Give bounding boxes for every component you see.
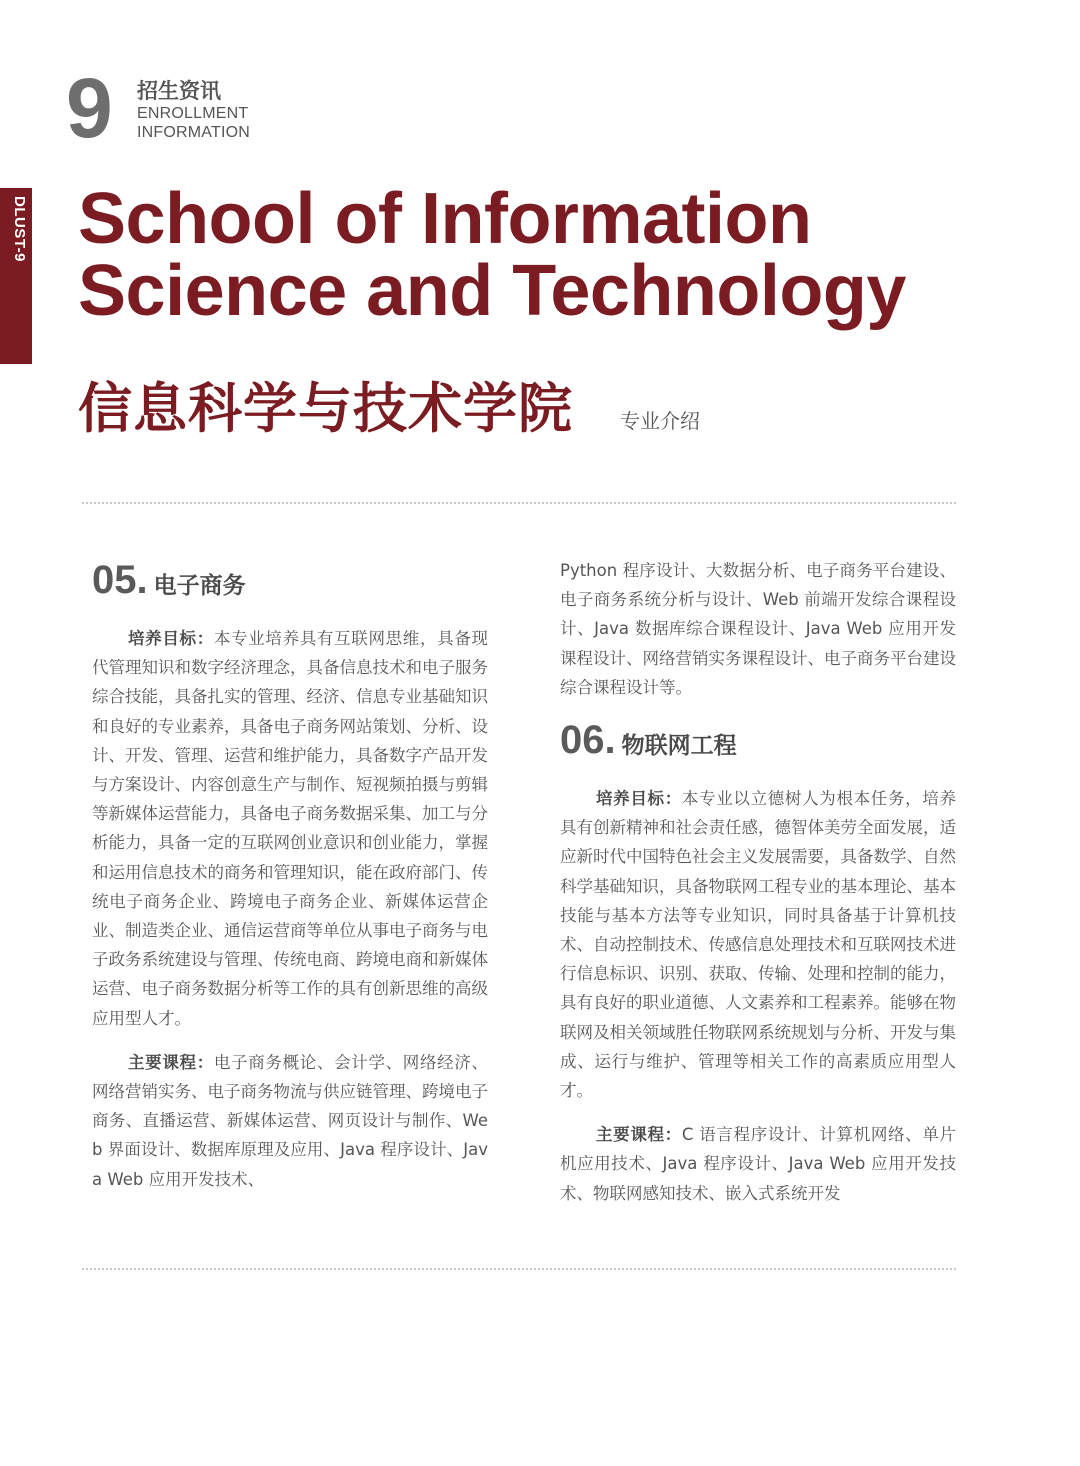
main-courses-paragraph [560,1120,956,1208]
training-goal-paragraph [92,624,488,1033]
side-tab [0,188,32,364]
training-goal-label: 培养目标： [596,789,682,809]
chapter-title-cn: 招生资讯 [137,79,221,103]
page-title-cn: 信息科学与技术学院 [78,377,573,440]
page-subtitle: 专业介绍 [620,409,700,433]
training-goal-text: 本专业培养具有互联网思维，具备现代管理知识和数字经济理念，具备信息技术和电子服务综合技能，具备扎实的管理、经济、信息专业基础知识和良好的专业素养，具备电子商务网站策划、分析、设计、开发、管理、运营和维护能力，具备数字产品开发与方案设计、内容创意生产与制作、短视频拍摄与剪辑等新媒体运营能力，具备电子商务数据采集、加工与分析能力，具备一定的互联网创业意识和创业能力，掌握和运用信息技术的商务和管理知识，能在政府部门、传统电子商务企业、跨境电子商务企业、新媒体运营企业、制造类企业、通信运营商等单位从事电子商务与电子政务系统建设与管理、传统电商、跨境电商和新媒体运营、电子商务数据分析等工作的具有创新思维的高级应用型人才。 [92,629,489,1028]
chapter-header [137,78,250,142]
section-heading-06 [560,716,956,764]
top-divider [82,502,956,504]
side-tab-label: DLUST-9 [11,196,28,263]
page-title-en-line2: Science and Technology [78,251,906,331]
section-title: 电子商务 [153,573,246,599]
training-goal-text: 本专业以立德树人为根本任务，培养具有创新精神和社会责任感，德智体美劳全面发展，适应新时代中国特色社会主义发展需要，具备数学、自然科学基础知识，具备物联网工程专业的基本理论、基本技能与基本方法等专业知识，同时具备基于计算机技术、自动控制技术、传感信息处理技术和互联网技术进行信息标识、识别、获取、传输、处理和控制的能力，具有良好的职业道德、人文素养和工程素养。能够在物联网及相关领域胜任物联网系统规划与分析、开发与集成、运行与维护、管理等相关工作的高素质应用型人才。 [560,789,957,1101]
main-courses-text: 电子商务概论、会计学、网络经济、网络营销实务、电子商务物流与供应链管理、跨境电子商务、直播运营、新媒体运营、网页设计与制作、Web 界面设计、数据库原理及应用、Java 程序设计、Java Web 应用开发技术、 [92,1052,489,1189]
chapter-number: 9 [66,61,113,155]
training-goal-paragraph [560,784,956,1105]
chapter-title-en-line1: ENROLLMENT [137,105,249,122]
section-title: 物联网工程 [621,733,737,760]
right-column [560,556,956,1223]
page-title-en-line1: School of Information [78,179,812,259]
training-goal-label: 培养目标： [128,629,214,648]
page-title-en [78,179,1038,331]
section-number: 05. [92,558,148,602]
main-courses-text: C 语言程序设计、计算机网络、单片机应用技术、Java 程序设计、Java Web 应用开发技术、物联网感知技术、嵌入式系统开发 [560,1125,956,1203]
main-courses-label: 主要课程： [128,1052,214,1072]
section-number: 06. [560,718,616,763]
main-courses-paragraph [92,1048,488,1194]
bottom-divider [82,1268,956,1270]
chapter-title-en-line2: INFORMATION [137,124,251,141]
courses-continuation: Python 程序设计、大数据分析、电子商务平台建设、电子商务系统分析与设计、Web 前端开发综合课程设计、Java 数据库综合课程设计、Java Web 应用开发课程设计、网络营销实务课程设计、电子商务平台建设综合课程设计等。 [560,561,956,697]
section-heading-05 [92,556,488,604]
main-courses-label: 主要课程： [596,1125,682,1145]
left-column [92,556,488,1209]
